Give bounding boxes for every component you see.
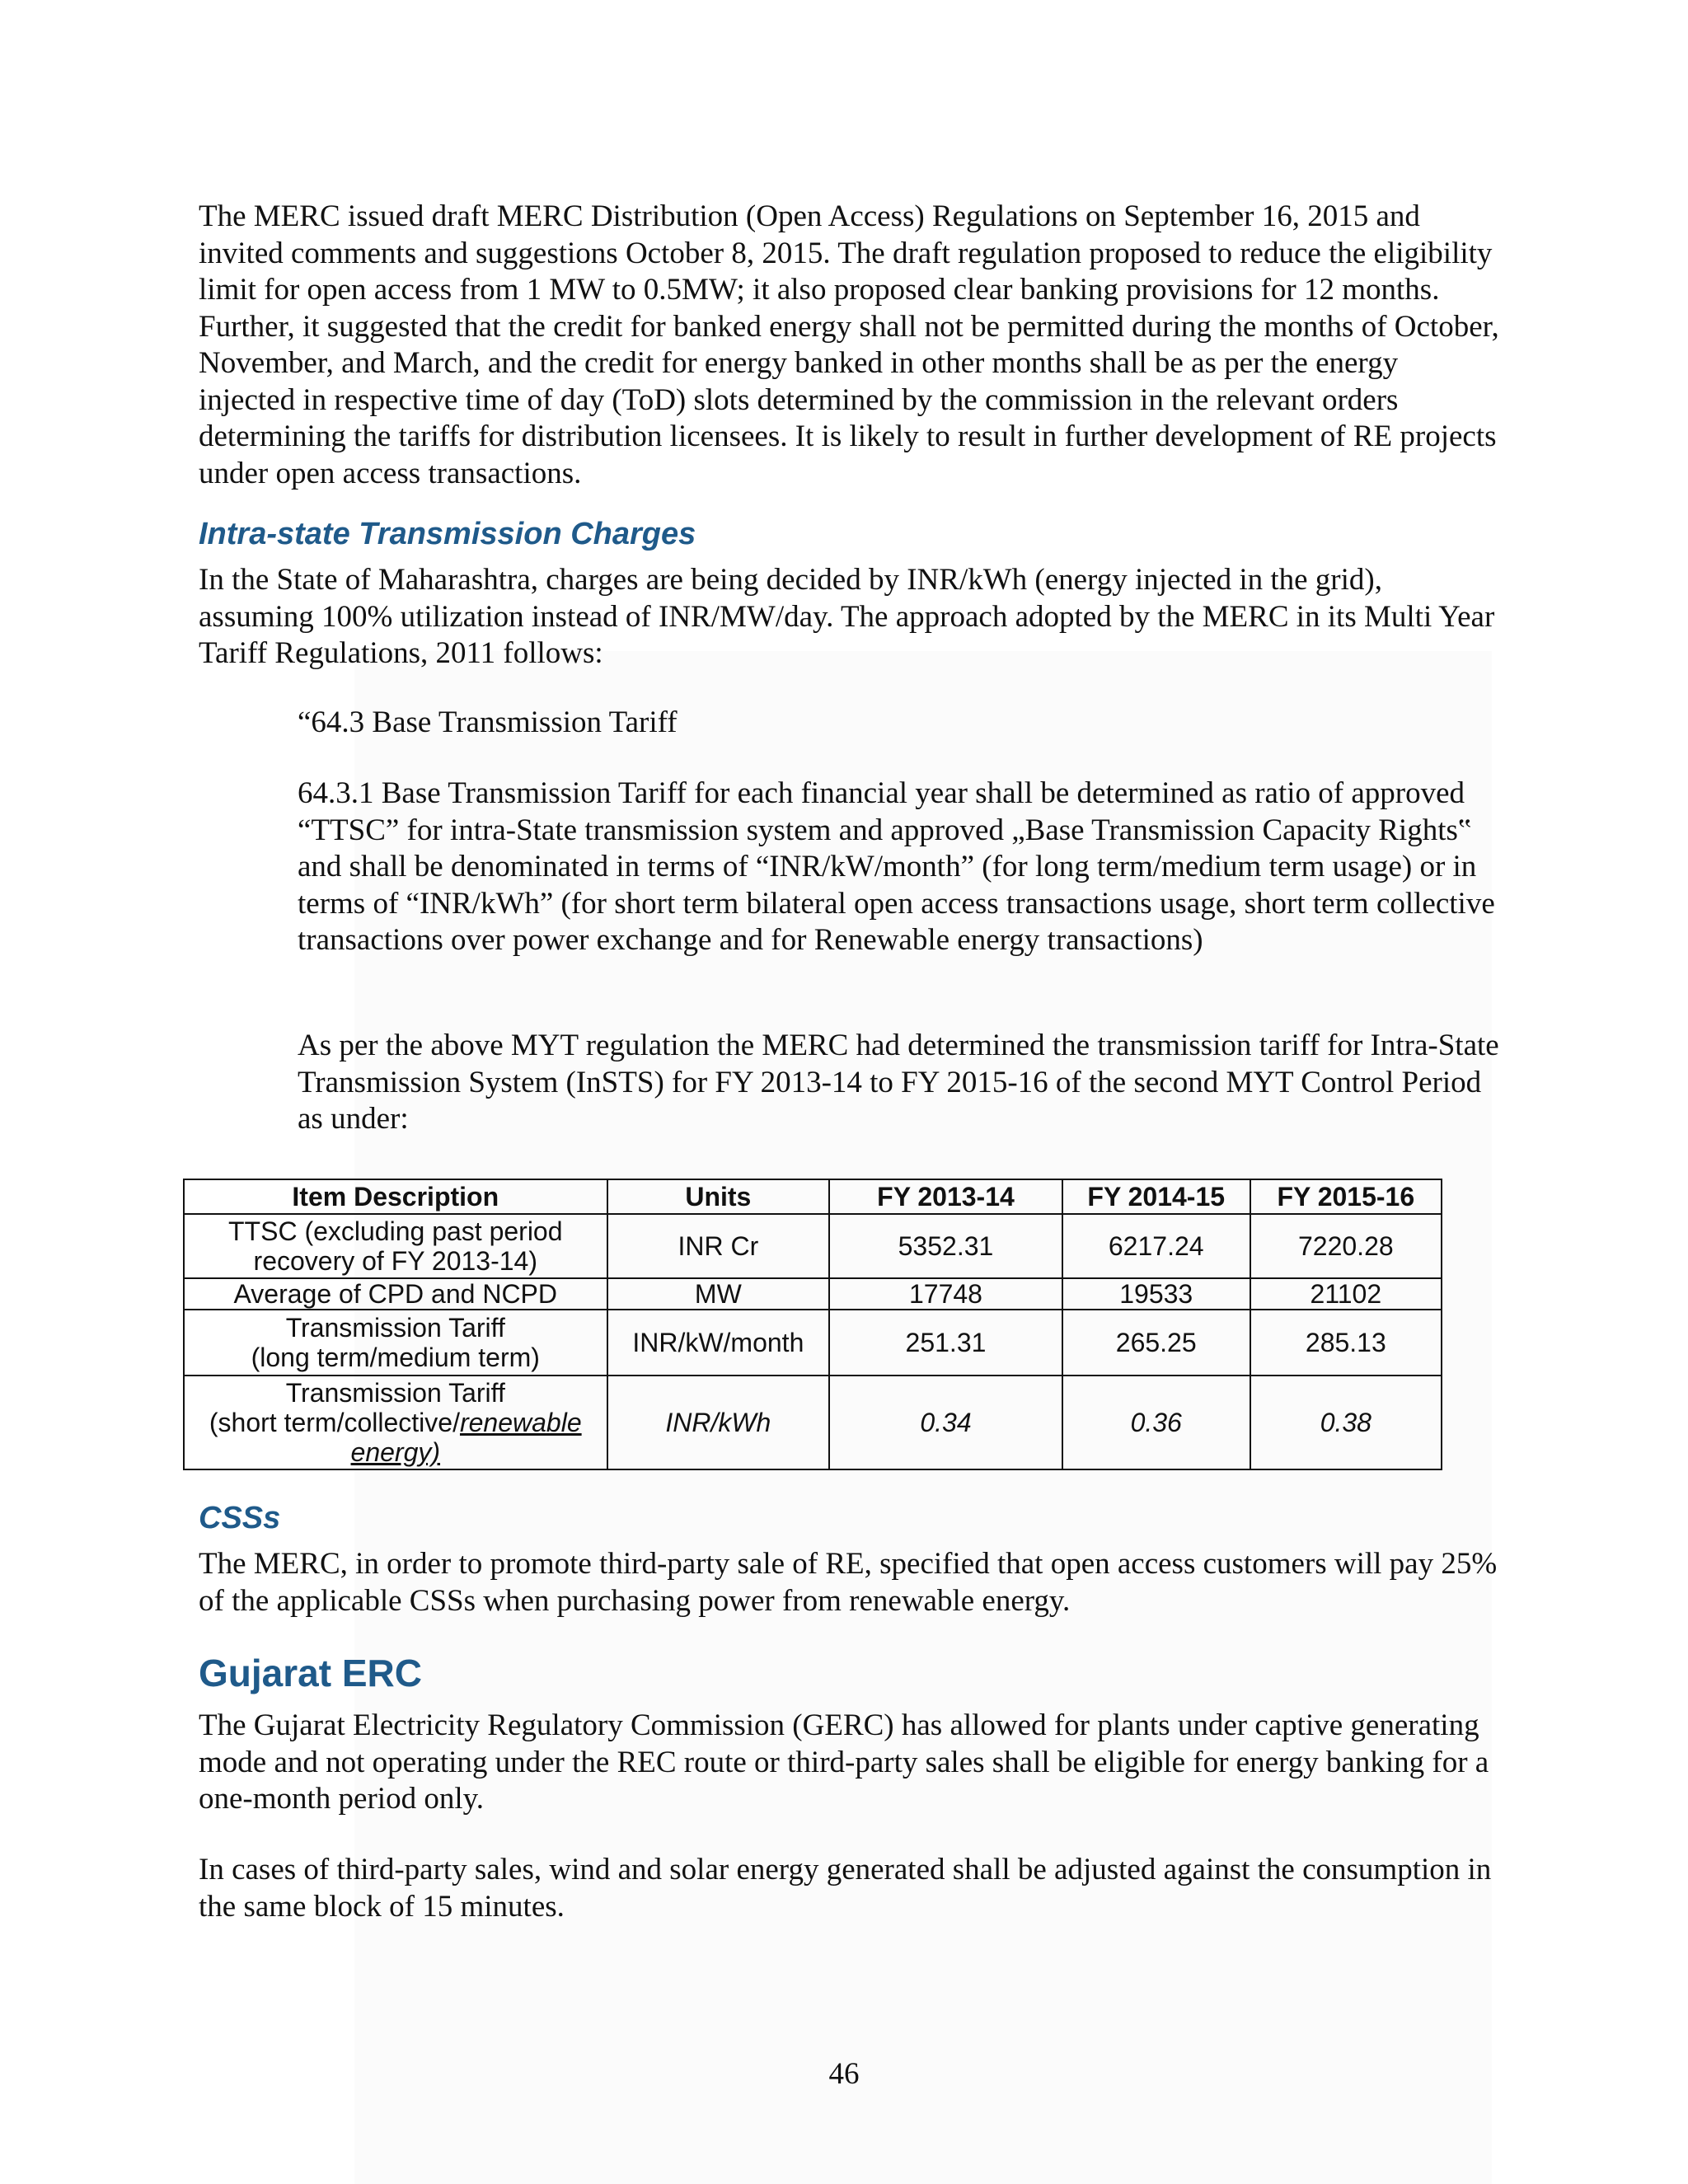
cell-value: 17748 bbox=[829, 1278, 1062, 1310]
description-line bbox=[190, 1408, 602, 1467]
intro-paragraph: The MERC issued draft MERC Distribution (Open Access) Regulations on September 16, 2015 and invited comments and suggestions October 8, 2015. The draft regulation proposed to reduce the eligibility limit for open access from 1 MW to 0.5MW; it also proposed clear banking provisions for 12 months. Further, it suggested that the credit for banked energy shall not be permitted during the months of October, November, and March, and the credit for energy banked in other months shall be as per the energy injected in respective time of day (ToD) slots determined by the commission in the relevant orders determining the tariffs for distribution licensees. It is likely to result in further development of RE projects under open access transactions. bbox=[199, 199, 1499, 490]
description-line: Transmission Tariff bbox=[285, 1378, 505, 1408]
page-number: 46 bbox=[828, 2057, 860, 2091]
header-fy-2015-16: FY 2015-16 bbox=[1250, 1179, 1442, 1214]
cell-value: 19533 bbox=[1062, 1278, 1250, 1310]
quote-title: “64.3 Base Transmission Tariff bbox=[298, 705, 678, 739]
header-units: Units bbox=[607, 1179, 830, 1214]
gujarat-paragraph-1: The Gujarat Electricity Regulatory Commission (GERC) has allowed for plants under captive generating mode and not operating under the REC route or third-party sales shall be eligible for energy banking for a one-month period only. bbox=[199, 1708, 1489, 1816]
cell-description bbox=[184, 1310, 607, 1376]
heading-csss: CSSs bbox=[199, 1501, 281, 1535]
cell-value: 251.31 bbox=[829, 1310, 1062, 1376]
cell-units: INR/kWh bbox=[607, 1376, 830, 1469]
header-fy-2013-14: FY 2013-14 bbox=[829, 1179, 1062, 1214]
quote-body: 64.3.1 Base Transmission Tariff for each financial year shall be determined as ratio of approved “TTSC” for intra-State transmission system and approved „Base Transmission Capacity Rights‟ and shall be denominated in terms of “INR/kW/month” (for long term/medium term usage) or in terms of “INR/kWh” (for short term bilateral open access transactions usage, short term collective transactions over power exchange and for Renewable energy transactions) bbox=[298, 776, 1495, 957]
gujarat-paragraph-2: In cases of third-party sales, wind and solar energy generated shall be adjusted against the consumption in the same block of 15 minutes. bbox=[199, 1853, 1492, 1924]
description-plain: (short term/collective/ bbox=[209, 1408, 460, 1437]
transmission-tariff-table bbox=[183, 1179, 1442, 1470]
cell-value: 265.25 bbox=[1062, 1310, 1250, 1376]
cell-units: INR/kW/month bbox=[607, 1310, 830, 1376]
description-line: (long term/medium term) bbox=[251, 1343, 540, 1372]
table-row bbox=[184, 1376, 1442, 1469]
cell-units: INR Cr bbox=[607, 1214, 830, 1278]
heading-gujarat-erc: Gujarat ERC bbox=[199, 1652, 422, 1694]
cell-value: 7220.28 bbox=[1250, 1214, 1442, 1278]
header-item-description: Item Description bbox=[184, 1179, 607, 1214]
cell-description: Average of CPD and NCPD bbox=[184, 1278, 607, 1310]
cell-value: 0.38 bbox=[1250, 1376, 1442, 1469]
cell-value: 0.36 bbox=[1062, 1376, 1250, 1469]
table-header-row bbox=[184, 1179, 1442, 1214]
transmission-paragraph: In the State of Maharashtra, charges are being decided by INR/kWh (energy injected in the grid), assuming 100% utilization instead of INR/MW/day. The approach adopted by the MERC in its Multi Year Tariff Regulations, 2011 follows: bbox=[199, 563, 1495, 670]
quote-followup: As per the above MYT regulation the MERC had determined the transmission tariff for Intra-State Transmission System (InSTS) for FY 2013-14 to FY 2015-16 of the second MYT Control Period as under: bbox=[298, 1029, 1499, 1136]
table-row bbox=[184, 1214, 1442, 1278]
cell-description: TTSC (excluding past period recovery of FY 2013-14) bbox=[184, 1214, 607, 1278]
header-fy-2014-15: FY 2014-15 bbox=[1062, 1179, 1250, 1214]
table-row bbox=[184, 1310, 1442, 1376]
cell-units: MW bbox=[607, 1278, 830, 1310]
cell-value: 6217.24 bbox=[1062, 1214, 1250, 1278]
csss-paragraph: The MERC, in order to promote third-party sale of RE, specified that open access customers will pay 25% of the applicable CSSs when purchasing power from renewable energy. bbox=[199, 1547, 1498, 1618]
heading-intra-state-transmission: Intra-state Transmission Charges bbox=[199, 517, 696, 551]
cell-value: 0.34 bbox=[829, 1376, 1062, 1469]
cell-description bbox=[184, 1376, 607, 1469]
cell-value: 21102 bbox=[1250, 1278, 1442, 1310]
table-row bbox=[184, 1278, 1442, 1310]
cell-value: 285.13 bbox=[1250, 1310, 1442, 1376]
description-underlined: renewable energy) bbox=[350, 1408, 582, 1467]
cell-value: 5352.31 bbox=[829, 1214, 1062, 1278]
description-line: Transmission Tariff bbox=[285, 1313, 505, 1343]
